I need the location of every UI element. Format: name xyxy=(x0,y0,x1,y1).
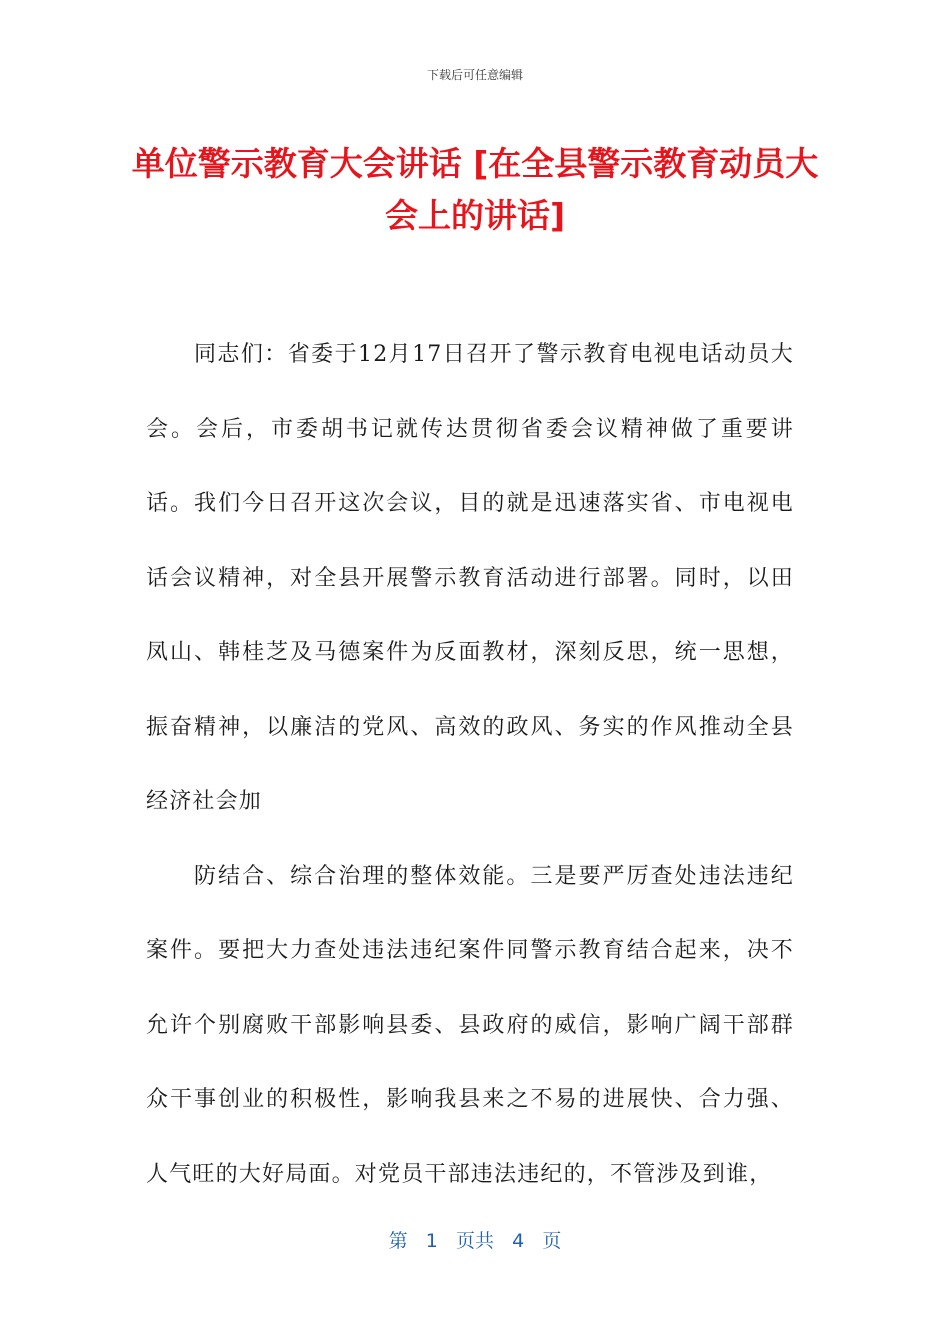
paragraph-2: 防结合、综合治理的整体效能。三是要严厉查处违法违纪案件。要把大力查处违法违纪案件同警示教育结合起来，决不允许个别腐败干部影响县委、县政府的威信，影响广阔干部群众干事创业的积极性，影响我县来之不易的进展快、合力强、人气旺的大好局面。对党员干部违法违纪的，不管涉及到谁， xyxy=(146,863,794,1187)
document-title: 单位警示教育大会讲话 [在全县警示教育动员大会上的讲话] xyxy=(131,144,819,235)
header-note: 下载后可任意编辑 xyxy=(426,68,523,82)
current-page-number: 1 xyxy=(425,1230,438,1252)
page-label-suffix: 页 xyxy=(542,1230,562,1252)
document-body xyxy=(146,318,794,1212)
page-footer xyxy=(0,1226,950,1253)
paragraph-1: 同志们：省委于12月17日召开了警示教育电视电话动员大会。会后，市委胡书记就传达贯彻省委会议精神做了重要讲话。我们今日召开这次会议，目的就是迅速落实省、市电视电话会议精神，对全县开展警示教育活动进行部署。同时，以田凤山、韩桂芝及马德案件为反面教材，深刻反思，统一思想，振奋精神，以廉洁的党风、高效的政风、务实的作风推动全县经济社会加 xyxy=(146,342,794,814)
total-pages-number: 4 xyxy=(512,1230,525,1252)
page-label-mid: 页共 xyxy=(455,1230,494,1252)
page-label-prefix: 第 xyxy=(388,1230,408,1252)
